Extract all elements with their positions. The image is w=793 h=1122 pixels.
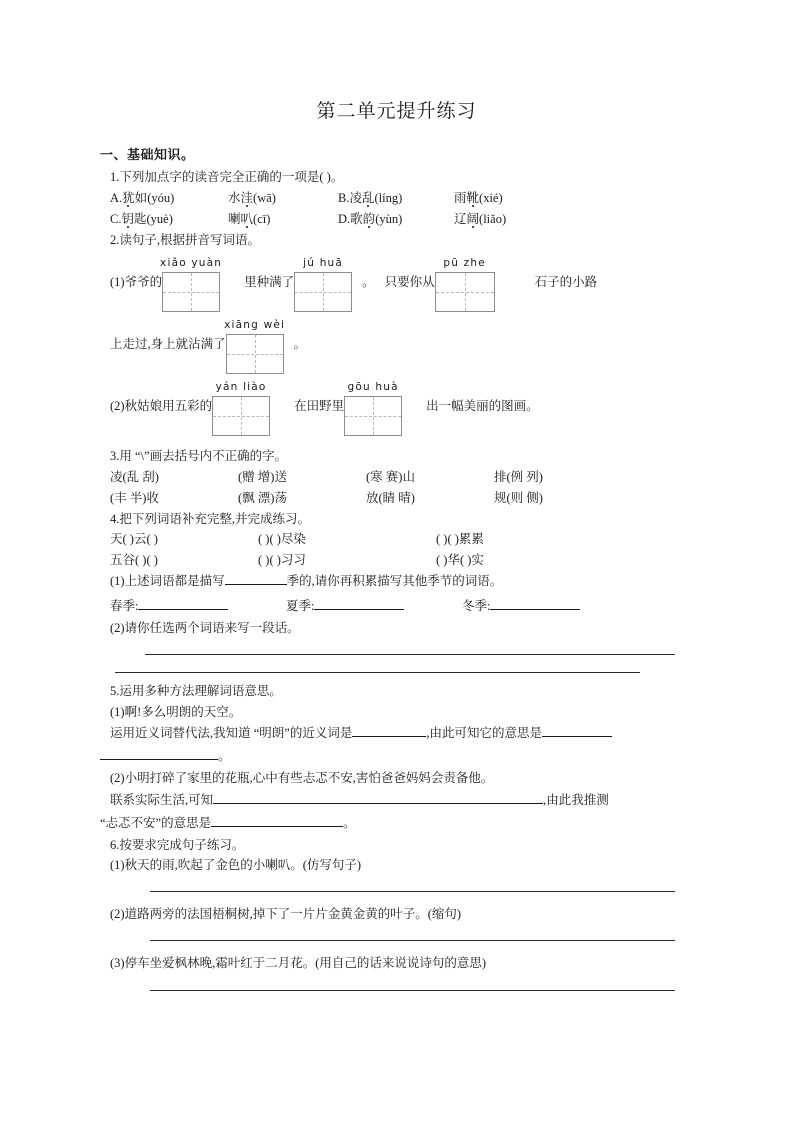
q5-life-context-blank[interactable]: [213, 803, 543, 804]
option-d-word2-pinyin: (liǎo): [479, 211, 507, 226]
question-5-sub-1-answer-row: [110, 722, 698, 744]
q5-s2-text-c: “忐忑不安”的意思是: [100, 815, 212, 830]
option-b-word2-dotted-char: 靴: [466, 190, 480, 205]
question-2-line-1: [110, 254, 698, 312]
question-3-row-1: [110, 467, 698, 488]
option-d-pinyin: (yùn): [375, 211, 403, 226]
option-b-word-head: 凌: [349, 190, 362, 205]
question-1-prompt: 1.下列加点字的读音完全正确的一项是( )。: [110, 170, 344, 184]
option-a-word2-head: 水: [228, 190, 241, 205]
tianzige-box-puzhe[interactable]: [435, 272, 495, 312]
option-c-pinyin: (yuè): [146, 211, 173, 226]
question-2-line-3: [110, 378, 698, 436]
question-2-line-2: [110, 316, 698, 374]
idiom-blank-group[interactable]: ( )( )习习: [258, 553, 306, 567]
worksheet-body: [0, 145, 793, 991]
question-4-sub-2: (2)请你任选两个词语来写一段话。: [110, 620, 300, 635]
question-5-sub-2-answer-row: [110, 789, 698, 811]
answer-rule-q6-3[interactable]: [150, 990, 675, 991]
option-a-word2-pinyin: (wā): [253, 190, 276, 205]
q5-s1-text-a: 运用近义词替代法,我知道 “明朗”的近义词是: [110, 726, 353, 740]
pinyin-answer-xiangwei[interactable]: [224, 319, 286, 374]
choice-pair[interactable]: 放(睛 晴): [366, 490, 415, 505]
question-3-prompt: 3.用 “\”画去括号内不正确的字。: [110, 449, 288, 463]
q2-l2-text-1: 上走过,身上就沾满了: [110, 337, 226, 351]
q5-meaning-blank-part2[interactable]: [100, 759, 218, 760]
pinyin-label-xiaoyuan: xiǎo yuàn: [160, 257, 223, 269]
q5-meaning-blank-part1[interactable]: [542, 736, 612, 737]
option-b-dotted-char: 乱: [361, 190, 375, 205]
option-d-word-head: 歌: [350, 211, 363, 226]
tianzige-box-xiangwei[interactable]: [226, 334, 284, 374]
pinyin-label-yanliao: yán liào: [215, 381, 267, 393]
option-c-word2-head: 喇: [228, 211, 241, 226]
pinyin-label-juhua: jú huā: [303, 257, 344, 269]
option-c-dotted-char: 钥: [121, 211, 134, 226]
pinyin-label-xiangwei: xiāng wèi: [224, 319, 286, 331]
tianzige-box-gouhua[interactable]: [344, 396, 402, 436]
question-4-prompt: 4.把下列词语补充完整,并完成练习。: [110, 511, 311, 526]
q4-sub1-post: 季的,请你再积累描写其他季节的词语。: [286, 574, 503, 588]
season-winter-blank[interactable]: [490, 609, 580, 610]
q5-synonym-blank[interactable]: [352, 736, 426, 737]
option-c-word2-dotted-char: 叭: [240, 211, 254, 226]
season-summer[interactable]: [286, 594, 462, 618]
season-summer-label: 夏季:: [286, 598, 315, 613]
q2-l3-text-2: 在田野里: [294, 399, 345, 413]
question-4-season-answers: [110, 594, 698, 618]
question-5-sub-2: (2)小明打碎了家里的花瓶,心中有些忐忑不安,害怕爸爸妈妈会责备他。: [110, 771, 494, 785]
q4-sub1-pre: (1)上述词语都是描写: [110, 574, 225, 588]
option-d-word2[interactable]: [454, 209, 506, 230]
option-a-word2[interactable]: [228, 188, 338, 209]
answer-rule-q4-line1[interactable]: [145, 654, 675, 655]
page-title: 第二单元提升练习: [316, 101, 477, 122]
idiom-blank-group[interactable]: ( )( )累累: [436, 532, 484, 546]
spacer: [110, 673, 698, 681]
q5-s2-text-a: 联系实际生活,可知: [110, 792, 214, 807]
q5-s2-text-b: ,由此我推测: [543, 792, 609, 807]
tianzige-box-yanliao[interactable]: [212, 396, 270, 436]
question-4-row-1: [110, 529, 698, 550]
q4-season-blank[interactable]: [225, 584, 287, 585]
q2-l3-num: (2): [110, 399, 125, 413]
question-1-options-row-1: [110, 188, 698, 209]
season-spring-blank[interactable]: [138, 609, 228, 610]
question-4-row-2: [110, 550, 698, 571]
choice-pair[interactable]: 凌(乱 刮): [110, 469, 159, 484]
choice-pair[interactable]: (飘 漂)荡: [238, 490, 287, 505]
q2-l1-text-5: 石子的小路: [534, 275, 598, 289]
season-winter-label: 冬季:: [462, 598, 491, 613]
option-b-pinyin: (líng): [374, 190, 403, 205]
pinyin-label-gouhua: gōu huà: [347, 381, 399, 393]
season-winter[interactable]: [462, 594, 638, 618]
choice-pair[interactable]: (赠 增)送: [238, 469, 287, 484]
option-a-pinyin: (yóu): [147, 190, 175, 205]
option-b[interactable]: [338, 188, 454, 209]
option-b-word2[interactable]: [454, 188, 503, 209]
pinyin-answer-gouhua[interactable]: [344, 381, 402, 436]
pinyin-answer-puzhe[interactable]: [435, 257, 495, 312]
q2-l1-num: (1): [110, 275, 125, 289]
choice-pair[interactable]: 排(例 列): [494, 469, 543, 484]
question-2-prompt: 2.读句子,根据拼音写词语。: [110, 232, 261, 247]
q2-l1-text-1: 爷爷的: [124, 275, 163, 289]
answer-rule-q6-1[interactable]: [150, 891, 675, 892]
option-a-word2-dotted-char: 洼: [240, 190, 254, 205]
q5-s2-text-d: 。: [343, 815, 356, 830]
option-a-dotted-char: 犹: [122, 190, 135, 205]
option-c-word-tail: 匙: [133, 211, 147, 226]
option-b-word2-pinyin: (xié): [479, 190, 503, 205]
choice-pair[interactable]: (丰 半)收: [110, 490, 159, 505]
question-5-sub-2-answer-continued: [100, 811, 698, 835]
option-c-letter: C.: [110, 211, 122, 226]
question-6-item-2: (2)道路两旁的法国梧桐树,掉下了一片片金黄金黄的叶子。(缩句): [110, 906, 462, 921]
q2-l1-text-2: 里种满了: [244, 275, 295, 289]
option-d-letter: D.: [338, 211, 351, 226]
idiom-blank-group[interactable]: ( )华( )实: [436, 553, 484, 567]
pinyin-label-puzhe: pū zhe: [443, 257, 486, 269]
question-6-item-1: (1)秋天的雨,吹起了金色的小喇叭。(仿写句子): [110, 858, 362, 872]
option-c-word2[interactable]: [228, 209, 338, 230]
idiom-blank-group[interactable]: 五谷( )( ): [110, 553, 158, 567]
tianzige-box-xiaoyuan[interactable]: [162, 272, 220, 312]
option-a-word-tail: 如: [134, 190, 148, 205]
answer-rule-q6-2[interactable]: [150, 940, 675, 941]
season-spring-label: 春季:: [110, 598, 139, 613]
question-5-sub-1-answer-continued: [100, 744, 698, 768]
q5-s1-text-b: ,由此可知它的意思是: [426, 726, 542, 740]
question-4-sub-1: [110, 571, 698, 592]
question-3-row-2: [110, 488, 698, 509]
option-c[interactable]: [110, 209, 228, 230]
tianzige-box-juhua[interactable]: [294, 272, 352, 312]
question-1-options-row-2: [110, 209, 698, 230]
idiom-blank-group[interactable]: ( )( )尽染: [258, 532, 306, 546]
pinyin-answer-xiaoyuan[interactable]: [160, 257, 223, 312]
question-5-prompt: 5.运用多种方法理解词语意思。: [110, 684, 282, 698]
q2-l3-text-3: 出一幅美丽的图画。: [426, 399, 539, 413]
season-spring[interactable]: [110, 594, 286, 618]
q2-l3-text-1: 秋姑娘用五彩的: [124, 399, 213, 413]
q5-s1-text-c: 。: [218, 749, 231, 763]
spacer: [110, 436, 698, 446]
section-heading-basics: 一、基础知识。: [100, 147, 195, 162]
option-c-word2-pinyin: (cī): [253, 211, 271, 226]
pinyin-answer-juhua[interactable]: [294, 257, 352, 312]
option-a[interactable]: [110, 188, 228, 209]
option-b-letter: B.: [338, 190, 350, 205]
season-summer-blank[interactable]: [314, 609, 404, 610]
q2-l1-text-3: 。: [362, 275, 375, 289]
question-6-item-3: (3)停车坐爱枫林晚,霜叶红于二月花。(用自己的话来说说诗句的意思): [110, 956, 487, 970]
pinyin-answer-yanliao[interactable]: [212, 381, 270, 436]
choice-pair[interactable]: 规(则 侧): [494, 490, 543, 505]
q2-l1-text-4: 只要你从: [384, 275, 435, 289]
option-a-letter: A.: [110, 190, 123, 205]
option-d[interactable]: [338, 209, 454, 230]
choice-pair[interactable]: (寒 赛)山: [366, 469, 415, 484]
option-d-dotted-char: 韵: [362, 211, 376, 226]
q2-l2-text-2: 。: [293, 337, 307, 351]
option-b-word2-head: 雨: [454, 190, 467, 205]
idiom-blank-group[interactable]: 天( )云( ): [110, 532, 158, 546]
question-5-sub-1: (1)啊!多么明朗的天空。: [110, 704, 242, 719]
option-d-word2-dotted-char: 阔: [466, 211, 480, 226]
q5-tante-meaning-blank[interactable]: [211, 826, 343, 827]
question-6-prompt: 6.按要求完成句子练习。: [110, 837, 245, 852]
option-d-word2-head: 辽: [454, 211, 467, 226]
